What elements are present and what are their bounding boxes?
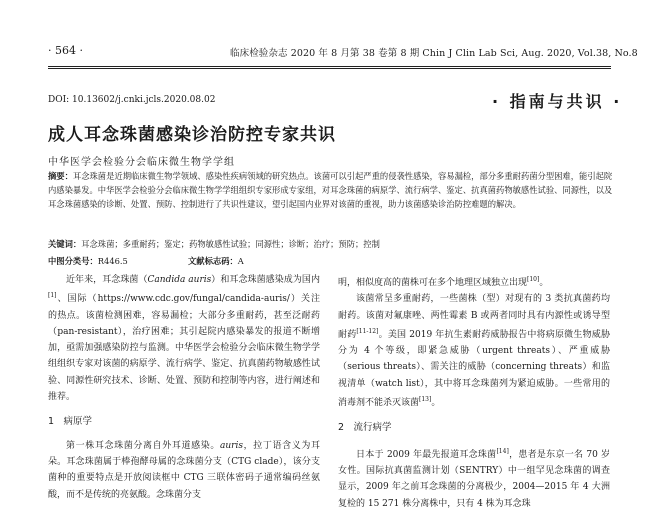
classification	[48, 255, 128, 267]
continued-end: 。	[539, 278, 549, 288]
citation: [13]	[419, 396, 432, 404]
intro-paragraph	[48, 272, 320, 405]
left-column	[48, 272, 320, 503]
citation: [1]	[48, 292, 57, 300]
epidemiology-text-a: 日本于 2009 年最先报道耳念珠菌	[356, 449, 497, 460]
latin-term: auris	[220, 440, 243, 451]
etiology-text-a: 第一株耳念珠菌分离自外耳道感染。	[66, 440, 221, 451]
citation: [11-12]	[356, 327, 379, 335]
section-heading-etiology: 1 病原学	[48, 416, 93, 428]
resistance-text-b: 。美国 2019 年抗生素耐药威胁报告中将病原微生物威胁分为 4 个等级，即紧急威胁（urgent threats）、严重威胁（serious threats）、需关注的威胁（concerning threats）和监视清单（watch list），其中将耳念珠菌列为紧迫威胁。一些常用的消毒剂不能杀灭该菌	[338, 329, 610, 409]
resistance-paragraph	[338, 291, 610, 411]
continued-text: 明，相似度高的菌株可在多个地理区域独立出现	[338, 278, 528, 288]
etiology-text-b: ，拉丁语含义为耳朵。耳念珠菌属于棒孢酵母属的念珠菌分支（CTG clade），该分支菌种的重要特点是开放阅读框中 CTG 三联体密码子通常编码丝氨酸，而不是传统的亮氨酸。念珠菌分支	[48, 440, 320, 500]
epidemiology-paragraph	[338, 444, 610, 512]
intro-text-b: ）和耳念珠菌感染成为国内	[211, 275, 320, 285]
citation: [10]	[527, 276, 540, 283]
paper-title: 成人耳念珠菌感染诊治防控专家共识	[48, 125, 336, 145]
document-code	[188, 255, 244, 267]
species-name: Candida auris	[147, 275, 212, 285]
resistance-text-a: 该菌常呈多重耐药，一些菌株（型）对现有的 3 类抗真菌药均耐药。该菌对氟康唑、两性霉素 B 或两者同时具有内源性或诱导型耐药	[338, 294, 610, 340]
continued-paragraph	[338, 272, 610, 291]
document-code-label: 文献标志码：	[188, 256, 238, 266]
document-code-value: A	[237, 256, 244, 266]
citation: [14]	[496, 447, 509, 455]
epidemiology-text-b: ，患者是东京一名 70 岁女性。国际抗真菌监测计划（SENTRY）中一组罕见念珠菌的调查显示，2009 年之前耳念珠菌的分离极少，2004—2015 年 4 大洲复检的 15 271 株分离株中，只有 4 株为耳念珠	[338, 449, 610, 509]
section-tag: · 指南与共识 ·	[492, 92, 623, 111]
classification-label: 中图分类号：	[48, 256, 98, 266]
journal-header: 临床检验杂志 2020 年 8 月第 38 卷第 8 期 Chin J Clin Lab Sci, Aug. 2020, Vol.38, No.8	[230, 48, 638, 59]
author: 中华医学会检验分会临床微生物学学组	[48, 157, 235, 168]
header-rule-bottom	[48, 68, 611, 69]
abstract-text: 耳念珠菌是近期临床微生物学领域、感染性疾病领域的研究热点。该菌可以引起严重的侵袭性感染，容易漏检，部分多重耐药菌分型困难，能引起院内感染暴发。中华医学会检验分会临床微生物学学组组织专家形成专家组，对耳念珠菌的病原学、流行病学、鉴定、抗真菌药物敏感性试验、同源性，以及耳念珠菌感染的诊断、处置、预防、控制进行了共识性建议，望引起国内业界对该菌的重视，助力该菌感染诊治防控难题的解决。	[48, 171, 613, 209]
abstract	[48, 169, 613, 211]
classification-value: R446.5	[97, 256, 128, 266]
intro-text-a: 近年来，耳念珠菌（	[66, 275, 148, 285]
header-rule-top	[48, 66, 611, 67]
page-number: · 564 ·	[48, 44, 83, 57]
right-column	[338, 272, 610, 512]
doi: DOI: 10.13602/j.cnki.jcls.2020.08.02	[48, 95, 216, 105]
keywords-text: 耳念珠菌；多重耐药；鉴定；药物敏感性试验；同源性；诊断；治疗；预防；控制	[81, 239, 380, 249]
keywords	[48, 238, 380, 250]
keywords-label: 关键词：	[48, 239, 82, 249]
intro-text-c: 、国际（https://www.cdc.gov/fungal/candida-auris/）关注的热点。该菌检测困难，容易漏检；大部分多重耐药，甚至泛耐药（pan-resistant），治疗困难；其引起院内感染暴发的报道不断增加，亟需加强感染防控与监测。中华医学会检验分会临床微生物学学组组织专家对该菌的病原学、流行病学、鉴定、抗真菌药物敏感性试验、同源性研究技术、诊断、处置、预防和控制等内容，进行阐述和推荐。	[48, 294, 320, 403]
abstract-label: 摘要：	[48, 171, 73, 181]
resistance-end: 。	[431, 398, 441, 409]
section-heading-epidemiology: 2 流行病学	[338, 422, 392, 434]
etiology-paragraph	[48, 438, 320, 503]
